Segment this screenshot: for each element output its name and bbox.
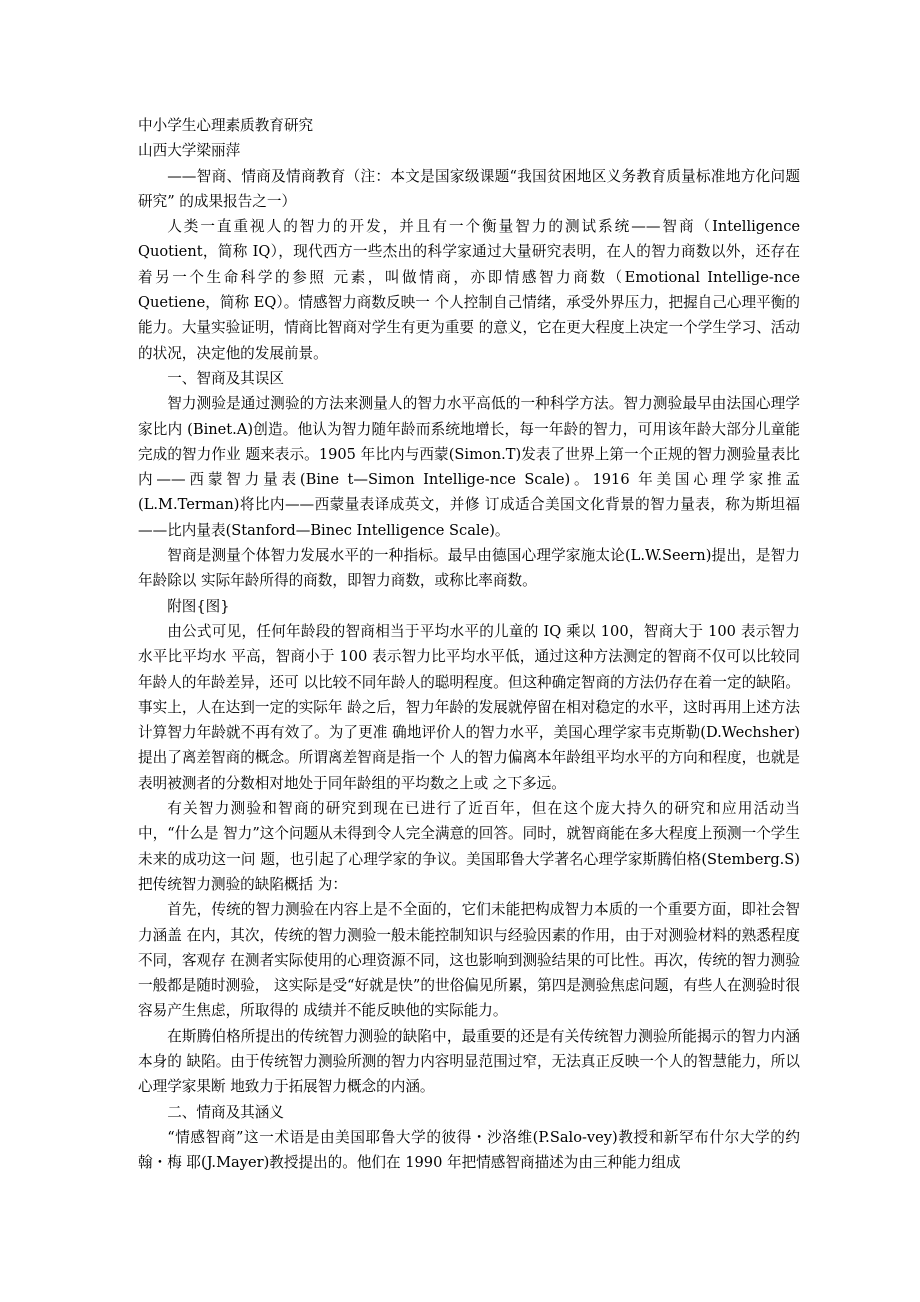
document-subtitle: ——智商、情商及情商教育（注：本文是国家级课题“我国贫困地区义务教育质量标准地方化问题研究” 的成果报告之一） xyxy=(138,167,800,210)
paragraph: 智商是测量个体智力发展水平的一种指标。最早由德国心理学家施太论(L.W.Seern)提出，是智力年龄除以 实际年龄所得的商数，即智力商数，或称比率商数。 xyxy=(138,547,800,590)
paragraph: 智力测验是通过测验的方法来测量人的智力水平高低的一种科学方法。智力测验最早由法国心理学家比内 (Binet.A)创造。他认为智力随年龄而系统地增长，每一年龄的智力，可用该年龄大部分儿童能完成的智力作业 题来表示。1905 年比内与西蒙(Simon.T)发表了世界上第一个正规的智力测验量表比内——西蒙智力量表(Bine t—Simon Intellige-nce Scale)。1916 年美国心理学家推孟(L.M.Terman)将比内——西蒙量表译成英文，并修 订成适合美国文化背景的智力量表，称为斯坦福——比内量表(Stanford—Binec Intelligence Scale)。 xyxy=(138,395,800,539)
section-heading: 一、智商及其误区 xyxy=(167,369,284,387)
document-author: 山西大学梁丽萍 xyxy=(138,142,241,160)
paragraph: 首先，传统的智力测验在内容上是不全面的，它们未能把构成智力本质的一个重要方面，即社会智力涵盖 在内，其次，传统的智力测验一般未能控制知识与经验因素的作用，由于对测验材料的熟悉程度不同，客观存 在测者实际使用的心理资源不同，这也影响到测验结果的可比性。再次，传统的智力测验一般都是随时测验， 这实际是受“好就是快”的世俗偏见所累，第四是测验焦虑问题，有些人在测验时很容易产生焦虑，所取得的 成绩并不能反映他的实际能力。 xyxy=(138,901,800,1020)
document-title: 中小学生心理素质教育研究 xyxy=(138,117,314,134)
document-page xyxy=(138,113,800,1175)
paragraph: 在斯腾伯格所提出的传统智力测验的缺陷中，最重要的还是有关传统智力测验所能揭示的智力内涵本身的 缺陷。由于传统智力测验所测的智力内容明显范围过窄，无法真正反映一个人的智慧能力，所以心理学家果断 地致力于拓展智力概念的内涵。 xyxy=(138,1027,800,1096)
paragraph: “情感智商”这一术语是由美国耶鲁大学的彼得・沙洛维(P.Salo-vey)教授和新罕布什尔大学的约翰・梅 耶(J.Mayer)教授提出的。他们在 1990 年把情感智商描述为由三种能力组成 xyxy=(138,1128,800,1172)
paragraph: 人类一直重视人的智力的开发，并且有一个衡量智力的测试系统——智商（Intelligence Quotient，简称 IQ），现代西方一些杰出的科学家通过大量研究表明，在人的智力商数以外，还存在着另一个生命科学的参照 元素，叫做情商，亦即情感智力商数（Emotional Intellige-nce Quetiene，简称 EQ）。情感智力商数反映一 个人控制自己情绪，承受外界压力，把握自己心理平衡的能力。大量实验证明，情商比智商对学生有更为重要 的意义，它在更大程度上决定一个学生学习、活动的状况，决定他的发展前景。 xyxy=(138,218,800,362)
paragraph: 由公式可见，任何年龄段的智商相当于平均水平的儿童的 IQ 乘以 100，智商大于 100 表示智力水平比平均水 平高，智商小于 100 表示智力比平均水平低，通过这种方法测定的智商不仅可以比较同年龄人的年龄差异，还可 以比较不同年龄人的聪明程度。但这种确定智商的方法仍存在着一定的缺陷。事实上，人在达到一定的实际年 龄之后，智力年龄的发展就停留在相对稳定的水平，这时再用上述方法计算智力年龄就不再有效了。为了更准 确地评价人的智力水平，美国心理学家韦克斯勒(D.Wechsher)提出了离差智商的概念。所谓离差智商是指一个 人的智力偏离本年龄组平均水平的方向和程度，也就是表明被测者的分数相对地处于同年龄组的平均数之上或 之下多远。 xyxy=(138,622,800,792)
paragraph: 有关智力测验和智商的研究到现在已进行了近百年，但在这个庞大持久的研究和应用活动当中，“什么是 智力”这个问题从未得到令人完全满意的回答。同时，就智商能在多大程度上预测一个学生未来的成功这一问 题，也引起了心理学家的争议。美国耶鲁大学著名心理学家斯腾伯格(Stemberg.S)把传统智力测验的缺陷概括 为： xyxy=(138,800,800,893)
section-heading: 二、情商及其涵义 xyxy=(167,1103,284,1121)
figure-placeholder: 附图{图} xyxy=(167,597,230,615)
